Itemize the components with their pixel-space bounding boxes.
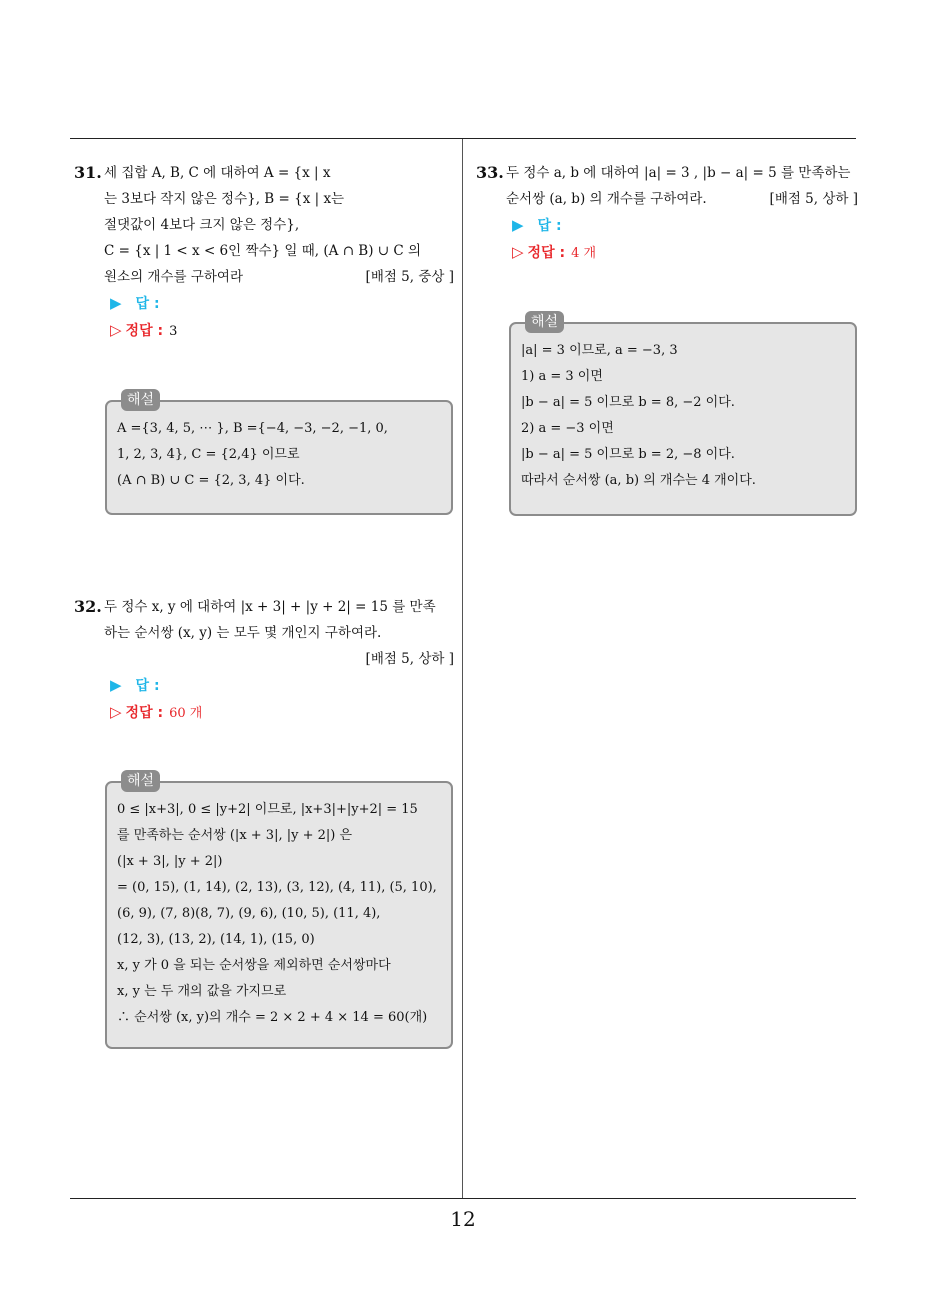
outline-triangle-icon: ▷ (110, 321, 122, 339)
page-number: 12 (450, 1207, 476, 1231)
solution-box-32: 해설 0 ≤ |x+3|, 0 ≤ |y+2| 이므로, |x+3|+|y+2| = 15 를 만족하는 순서쌍 (|x + 3|, |y + 2|) 은 (|x + 3|, |y + 2|) = (0, 15), (1, 14), (2, 13), (3, 12), (4, 11), (5, 10), (6, 9), (7, 8)(8, 7), (9, 6), (10, 5), (11, 4), (12, 3), (13, 2), (14, 1), (15, 0) x, y 가 0 을 되는 순서쌍을 제외하면 순서쌍마다 x, y 는 두 개의 값을 가지므로 ∴ 순서쌍 (x, y)의 개수 = 2 × 2 + 4 × 14 = 60(개) (105, 781, 453, 1049)
solution-box-31: 해설 A ={3, 4, 5, ⋯ }, B ={−4, −3, −2, −1, 0, 1, 2, 3, 4}, C = {2,4} 이므로 (A ∩ B) ∪ C = {2, 3, 4} 이다. (105, 400, 453, 515)
answer-row[interactable]: ▶ 답 : (110, 676, 160, 694)
question-text: 31. 세 집합 A, B, C 에 대하여 A = {x | x 는 3보다 작지 않은 정수}, B = {x | x는 절댓값이 4보다 크지 않은 정수}, C = {x | 1 < x < 6인 짝수} 일 때, (A ∩ B) ∪ C 의 원소의 개수를 구하여라 [배점 5, 중상 ] (74, 160, 454, 290)
outline-triangle-icon: ▷ (110, 703, 122, 721)
column-divider (462, 139, 463, 1198)
play-triangle-icon: ▶ (110, 676, 122, 694)
score-label: [배점 5, 상하 ] (769, 191, 858, 207)
outline-triangle-icon: ▷ (512, 243, 524, 261)
problem-number: 32. (74, 597, 102, 616)
solution-tag: 해설 (121, 770, 160, 792)
play-triangle-icon: ▶ (512, 216, 524, 234)
solution-tag: 해설 (121, 389, 160, 411)
top-rule (70, 138, 856, 139)
correct-answer-value: 3 (169, 324, 178, 339)
score-label: [배점 5, 상하 ] (365, 651, 454, 667)
problem-32 (74, 594, 454, 727)
bottom-rule (70, 1198, 856, 1199)
correct-answer-value: 60 개 (169, 706, 203, 721)
correct-answer-row: ▷ 정답 : 4 개 (512, 243, 597, 261)
score-label: [배점 5, 중상 ] (365, 269, 454, 285)
solution-tag: 해설 (525, 311, 564, 333)
answer-row[interactable]: ▶ 답 : (110, 294, 160, 312)
play-triangle-icon: ▶ (110, 294, 122, 312)
problem-number: 31. (74, 163, 102, 182)
solution-box-33: 해설 |a| = 3 이므로, a = −3, 3 1) a = 3 이면 |b − a| = 5 이므로 b = 8, −2 이다. 2) a = −3 이면 |b − a| = 5 이므로 b = 2, −8 이다. 따라서 순서쌍 (a, b) 의 개수는 4 개이다. (509, 322, 857, 516)
correct-answer-value: 4 개 (571, 246, 597, 261)
answer-row[interactable]: ▶ 답 : (512, 216, 562, 234)
problem-31 (74, 160, 454, 345)
correct-answer-row: ▷ 정답 : 3 (110, 321, 178, 339)
question-text: 32. 두 정수 x, y 에 대하여 |x + 3| + |y + 2| = 15 를 만족 하는 순서쌍 (x, y) 는 모두 몇 개인지 구하여라. (74, 594, 454, 646)
correct-answer-row: ▷ 정답 : 60 개 (110, 703, 203, 721)
question-text: 33. 두 정수 a, b 에 대하여 |a| = 3 , |b − a| = 5 를 만족하는 순서쌍 (a, b) 의 개수를 구하여라. [배점 5, 상하 ] (476, 160, 858, 212)
problem-33 (476, 160, 858, 267)
problem-number: 33. (476, 163, 504, 182)
